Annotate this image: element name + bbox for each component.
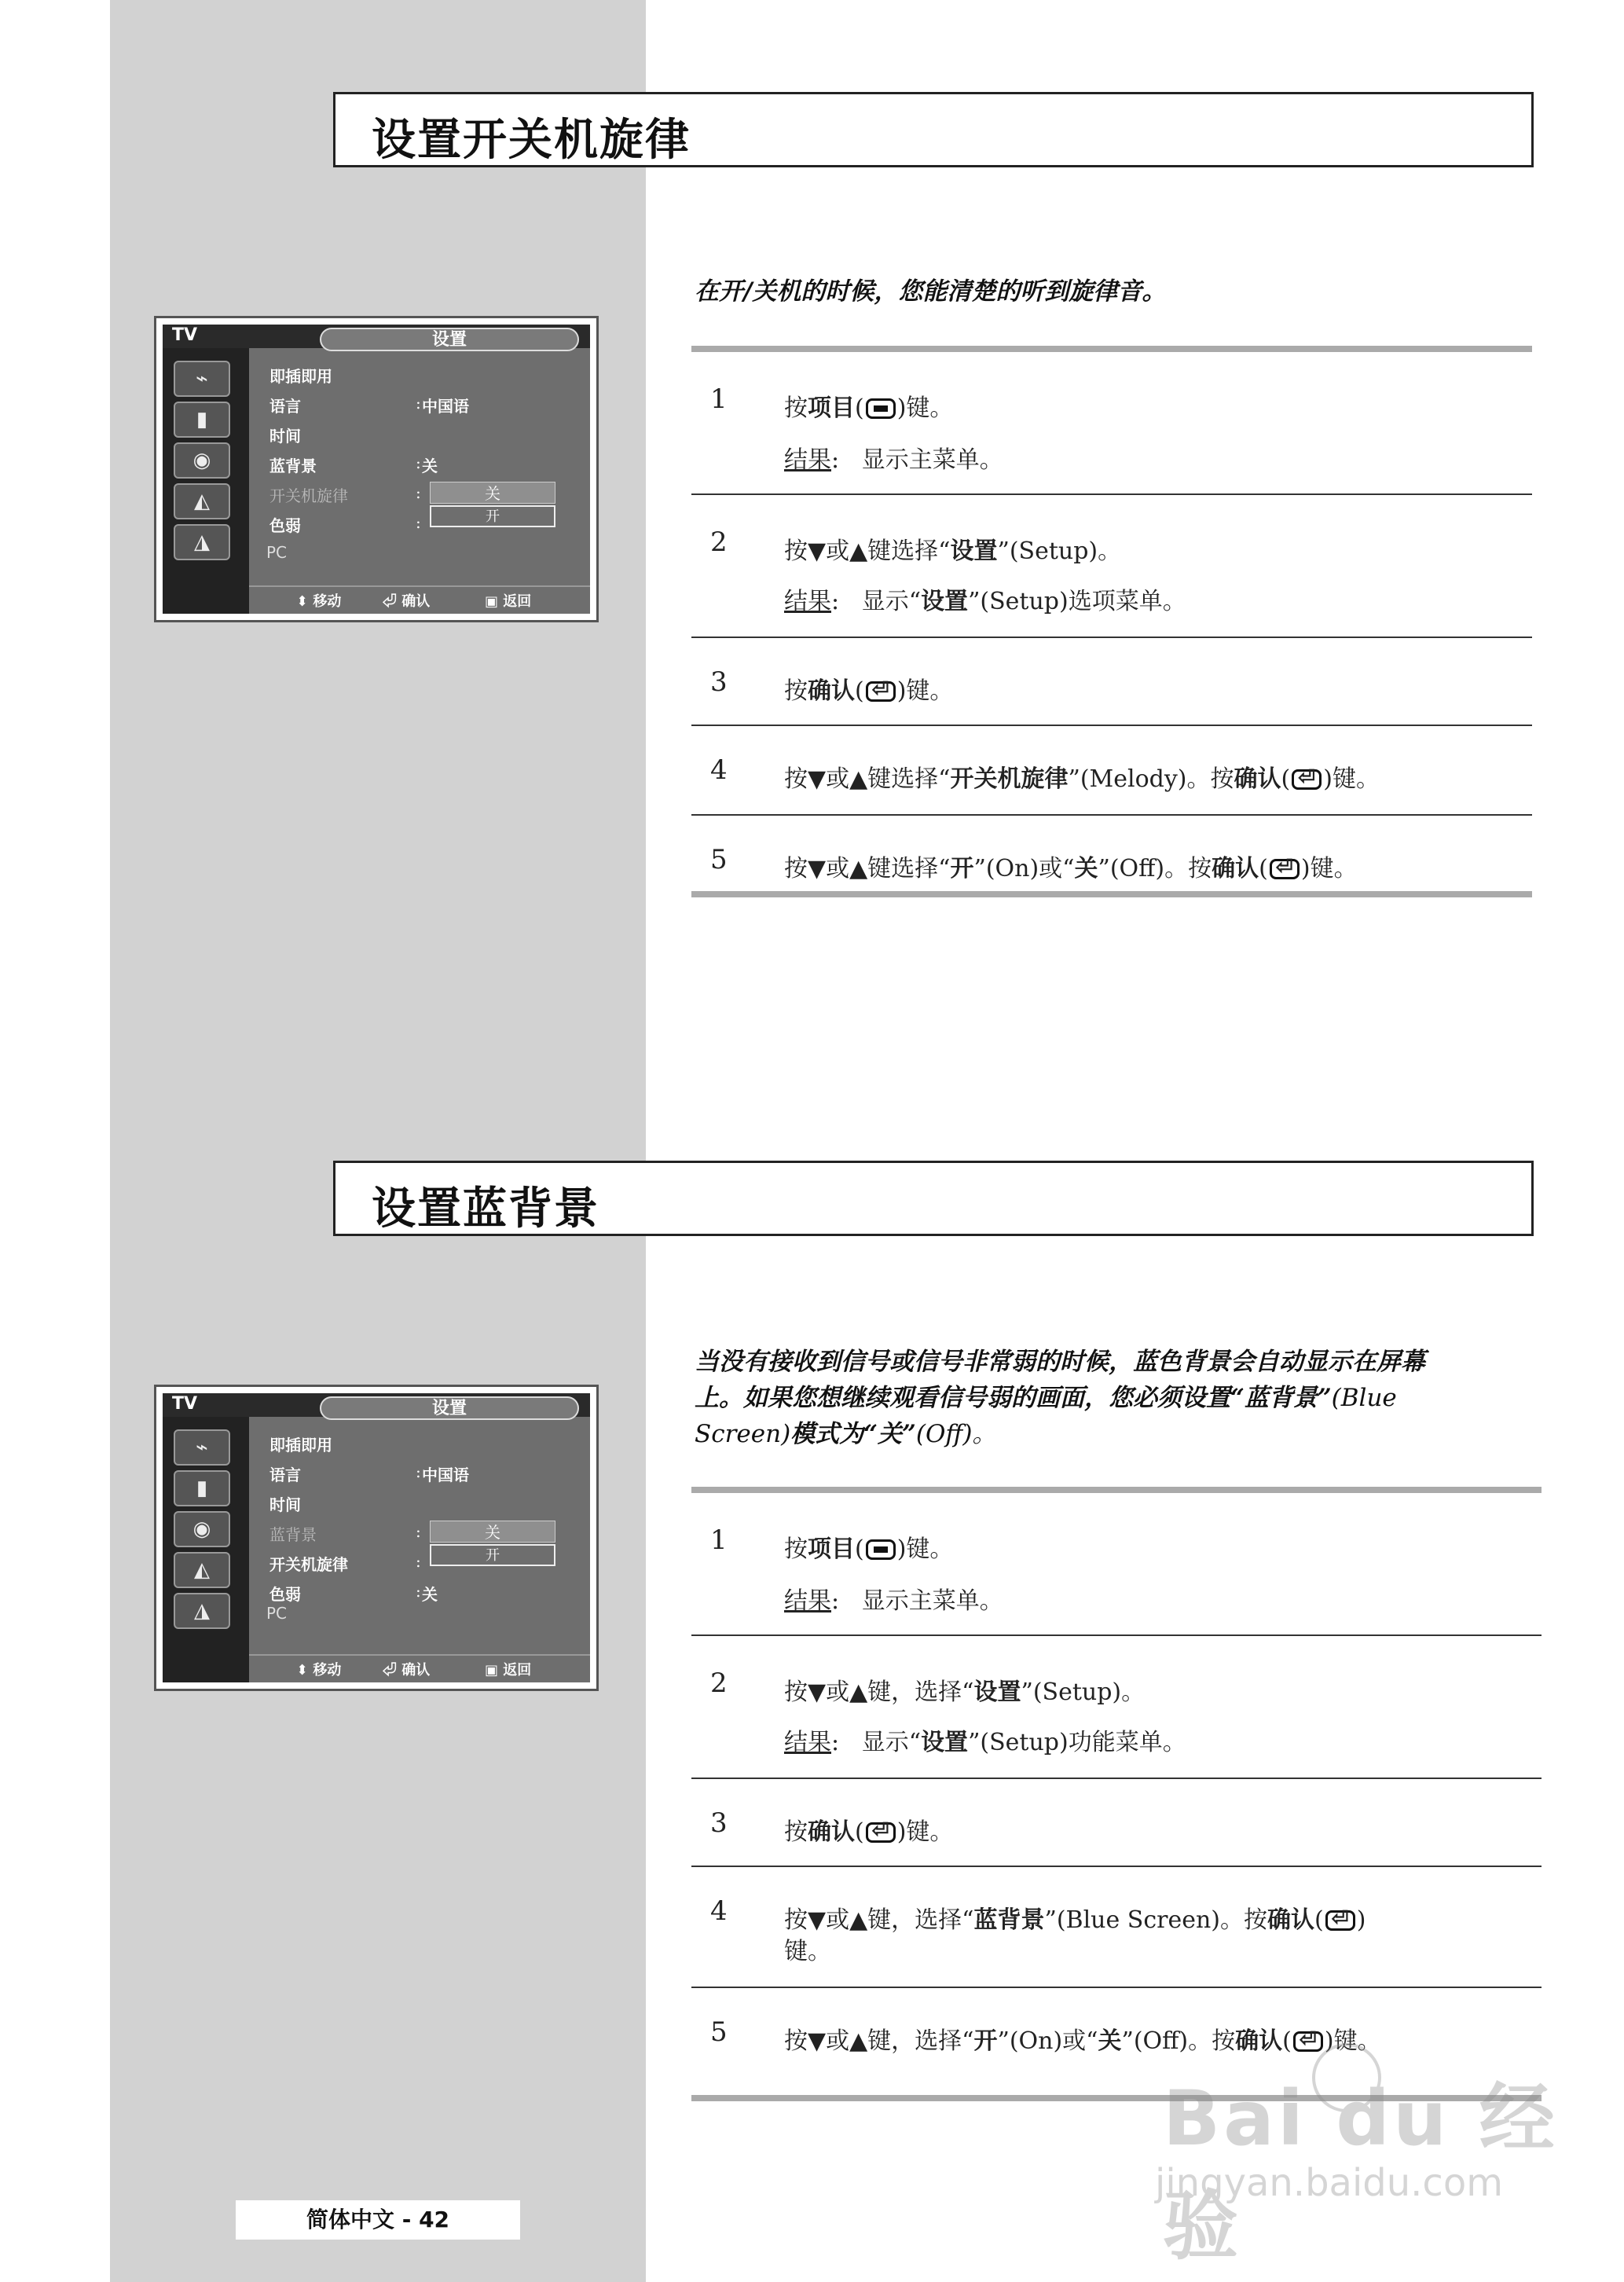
tv-header: 设置 bbox=[320, 328, 579, 351]
tv-item-melody: 开关机旋律 bbox=[269, 486, 348, 505]
step-2: 2 按▼或▲键，选择“设置”(Setup)。 结果: 显示“设置”(Setup)功能菜单。 bbox=[691, 1636, 1542, 1779]
tv-popup bbox=[430, 482, 555, 530]
picture-icon: ▮ bbox=[174, 1470, 230, 1506]
move-hint: ⬍ 移动 bbox=[296, 1662, 342, 1678]
section2-title-box bbox=[333, 1161, 1534, 1236]
tv-weak-value: 关 bbox=[422, 1585, 438, 1604]
menu-key-icon bbox=[866, 398, 896, 419]
move-hint: ⬍ 移动 bbox=[296, 593, 342, 610]
section1-title: 设置开关机旋律 bbox=[372, 115, 691, 166]
tv-menu-blue: TV 设置 ⌁ ▮ ◉ ◭ ◮ 即插即用 语言 : 中国语 时间 蓝背景 : 关 开 开关机旋律 : 色弱 : 关 PC ⬍ 移动 ⏎ 确认 ▣ 返回 bbox=[154, 1385, 599, 1691]
page-footer: 简体中文 - 42 bbox=[236, 2200, 520, 2240]
setup-icon: ◭ bbox=[174, 1552, 230, 1588]
tv-item-plugplay: 即插即用 bbox=[269, 367, 332, 386]
section1-intro: 在开/关机的时候，您能清楚的听到旋律音。 bbox=[695, 277, 1167, 306]
tv-sidebar bbox=[163, 348, 249, 614]
step-1: 1 按项目( )键。 结果: 显示主菜单。 bbox=[691, 1493, 1542, 1636]
tv-language-value: 中国语 bbox=[422, 1466, 469, 1484]
tv-item-pc: PC bbox=[266, 543, 288, 562]
tv-blue-value: 关 bbox=[422, 457, 438, 475]
baidu-watermark: Bai du 经验 jingyan.baidu.com bbox=[1155, 2043, 1564, 2200]
tv-menu-melody: TV 设置 ⌁ ▮ ◉ ◭ ◮ 即插即用 语言 : 中国语 时间 蓝背景 : 关 开关机旋律 : 关 开 色弱 : PC ⬍ 移动 ⏎ 确认 ▣ 返回 bbox=[154, 316, 599, 622]
step-4: 4 按▼或▲键，选择“蓝背景”(Blue Screen)。按确认(⏎ ) 键。 bbox=[691, 1867, 1542, 1988]
sound-icon: ◉ bbox=[174, 1511, 230, 1547]
tv-label: TV bbox=[172, 1394, 198, 1414]
tv-footer bbox=[249, 1654, 590, 1682]
tv-header: 设置 bbox=[320, 1396, 579, 1420]
sound-icon: ◉ bbox=[174, 442, 230, 479]
tv-footer bbox=[249, 585, 590, 614]
step-3: 3 按确认(⏎ )键。 bbox=[691, 638, 1532, 726]
picture-icon: ▮ bbox=[174, 402, 230, 438]
section2-title: 设置蓝背景 bbox=[372, 1183, 599, 1235]
tv-item-language: 语言 bbox=[269, 1466, 301, 1484]
input-icon: ◮ bbox=[174, 524, 230, 560]
section2-steps bbox=[691, 1487, 1542, 2101]
step-4: 4 按▼或▲键选择“开关机旋律”(Melody)。按确认(⏎ )键。 bbox=[691, 726, 1532, 816]
step-5: 5 按▼或▲键选择“开”(On)或“关”(Off)。按确认(⏎ )键。 bbox=[691, 816, 1532, 891]
setup-icon: ◭ bbox=[174, 483, 230, 519]
enter-hint: ⏎ 确认 bbox=[383, 1662, 431, 1678]
input-icon: ◮ bbox=[174, 1593, 230, 1629]
tv-item-blue: 蓝背景 bbox=[269, 1525, 317, 1544]
tv-item-pc: PC bbox=[266, 1604, 288, 1623]
antenna-icon: ⌁ bbox=[174, 361, 230, 397]
section1-title-box bbox=[333, 92, 1534, 167]
tv-popup bbox=[430, 1521, 555, 1569]
return-hint: ▣ 返回 bbox=[485, 593, 532, 610]
step-3: 3 按确认(⏎ )键。 bbox=[691, 1779, 1542, 1867]
menu-key-icon bbox=[866, 1539, 896, 1560]
tv-popup-off: 关 bbox=[430, 1521, 555, 1543]
tv-language-value: 中国语 bbox=[422, 397, 469, 416]
tv-item-weak: 色弱 bbox=[269, 1585, 301, 1604]
section1-steps bbox=[691, 346, 1532, 897]
tv-item-language: 语言 bbox=[269, 397, 301, 416]
antenna-icon: ⌁ bbox=[174, 1429, 230, 1466]
tv-item-plugplay: 即插即用 bbox=[269, 1436, 332, 1455]
tv-sidebar bbox=[163, 1417, 249, 1682]
tv-item-time: 时间 bbox=[269, 1495, 301, 1514]
step-5: 5 按▼或▲键，选择“开”(On)或“关”(Off)。按确认(⏎ )键。 bbox=[691, 1988, 1542, 2095]
tv-item-melody: 开关机旋律 bbox=[269, 1555, 348, 1574]
enter-key-icon bbox=[1292, 769, 1322, 790]
section2-intro: 当没有接收到信号或信号非常弱的时候，蓝色背景会自动显示在屏幕 上。如果您想继续观看信号弱的画面，您必须设置“蓝背景”(Blue Screen)模式为“关”(Off)。 bbox=[695, 1348, 1425, 1448]
enter-key-icon bbox=[866, 681, 896, 702]
enter-key-icon bbox=[1325, 1910, 1355, 1931]
tv-item-blue: 蓝背景 bbox=[269, 457, 317, 475]
step-2: 2 按▼或▲键选择“设置”(Setup)。 结果: 显示“设置”(Setup)选项菜单。 bbox=[691, 495, 1532, 638]
enter-key-icon bbox=[866, 1822, 896, 1843]
enter-key-icon bbox=[1270, 859, 1300, 879]
tv-popup-on: 开 bbox=[430, 1544, 555, 1566]
tv-popup-off: 关 bbox=[430, 482, 555, 504]
tv-item-weak: 色弱 bbox=[269, 516, 301, 535]
tv-popup-on: 开 bbox=[430, 505, 555, 527]
enter-hint: ⏎ 确认 bbox=[383, 593, 431, 610]
return-hint: ▣ 返回 bbox=[485, 1662, 532, 1678]
tv-label: TV bbox=[172, 325, 198, 345]
step-1: 1 按项目( )键。 结果: 显示主菜单。 bbox=[691, 352, 1532, 495]
tv-item-time: 时间 bbox=[269, 427, 301, 446]
